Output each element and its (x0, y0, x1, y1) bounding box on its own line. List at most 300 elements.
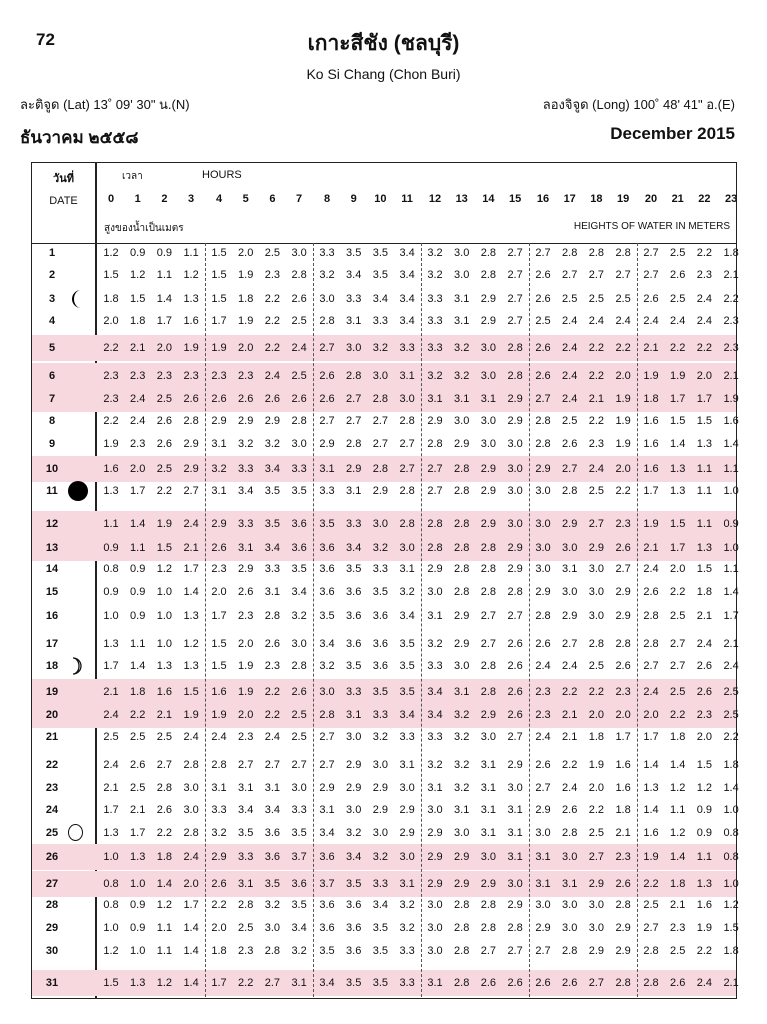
height-cell: 2.8 (238, 899, 254, 911)
height-cell: 2.7 (319, 731, 335, 743)
height-cell: 1.5 (696, 759, 713, 771)
height-cell: 1.1 (156, 945, 173, 957)
height-cell: 2.3 (723, 342, 739, 354)
height-cell: 2.4 (562, 315, 578, 327)
height-cell: 2.7 (480, 945, 497, 957)
height-cell: 2.9 (319, 782, 335, 794)
height-cell: 2.8 (399, 518, 415, 530)
height-cell: 2.5 (562, 293, 578, 305)
height-cell: 2.9 (480, 485, 497, 497)
height-cell: 3.0 (346, 731, 362, 743)
height-cell: 1.6 (103, 463, 119, 475)
date-cell: 21 (45, 731, 59, 743)
height-cell: 1.2 (156, 977, 173, 989)
height-cell: 2.7 (507, 247, 523, 259)
height-cell: 2.8 (562, 945, 578, 957)
table-row (32, 655, 739, 677)
height-cell: 1.2 (130, 269, 146, 281)
height-cell: 1.9 (211, 342, 227, 354)
height-cell: 2.6 (535, 977, 551, 989)
height-cell: 3.6 (372, 660, 389, 672)
height-cell: 2.4 (291, 342, 307, 354)
height-cell: 3.1 (427, 393, 443, 405)
group-divider (421, 243, 422, 997)
table-row (32, 288, 739, 310)
height-cell: 1.3 (103, 827, 119, 839)
height-cell: 1.0 (723, 542, 739, 554)
height-cell: 2.2 (723, 293, 739, 305)
hour-header-9: 9 (350, 193, 357, 205)
height-cell: 2.9 (588, 878, 605, 890)
height-cell: 3.1 (211, 438, 227, 450)
date-cell: 11 (46, 485, 58, 497)
date-cell: 20 (45, 709, 59, 721)
table-row (32, 940, 739, 962)
height-cell: 3.1 (211, 782, 227, 794)
height-cell: 2.0 (615, 709, 631, 721)
height-cell: 2.8 (183, 415, 199, 427)
height-cell: 3.3 (238, 463, 254, 475)
height-cell: 2.2 (615, 342, 631, 354)
table-row (32, 335, 739, 361)
height-cell: 1.7 (156, 315, 173, 327)
height-cell: 2.4 (103, 759, 119, 771)
hour-header-8: 8 (323, 193, 331, 205)
height-cell: 1.7 (211, 977, 227, 989)
height-cell: 3.0 (454, 269, 470, 281)
height-cell: 2.6 (156, 415, 173, 427)
height-cell: 3.5 (372, 269, 389, 281)
height-cell: 3.5 (372, 945, 389, 957)
hour-header-17: 17 (563, 193, 576, 205)
height-cell: 2.5 (588, 485, 605, 497)
height-cell: 3.3 (264, 563, 281, 575)
date-cell: 17 (45, 638, 59, 650)
height-cell: 1.8 (238, 293, 254, 305)
height-cell: 1.7 (130, 485, 146, 497)
height-cell: 2.8 (264, 945, 281, 957)
height-cell: 1.4 (670, 759, 686, 771)
height-cell: 2.4 (588, 315, 605, 327)
height-cell: 1.5 (211, 293, 227, 305)
height-cell: 3.0 (454, 827, 470, 839)
height-cell: 2.7 (562, 463, 578, 475)
height-cell: 3.3 (211, 804, 227, 816)
height-cell: 2.5 (670, 945, 686, 957)
height-cell: 2.6 (238, 393, 254, 405)
height-cell: 2.6 (670, 269, 686, 281)
height-cell: 1.0 (723, 878, 739, 890)
height-cell: 1.8 (130, 315, 146, 327)
height-cell: 2.7 (507, 293, 523, 305)
height-cell: 2.4 (670, 315, 686, 327)
height-cell: 3.6 (346, 586, 362, 598)
height-cell: 2.6 (535, 759, 551, 771)
height-cell: 3.3 (319, 485, 335, 497)
height-cell: 2.6 (643, 293, 659, 305)
height-cell: 1.2 (103, 945, 119, 957)
height-cell: 3.0 (427, 586, 443, 598)
height-cell: 2.5 (264, 247, 281, 259)
height-cell: 1.9 (588, 759, 605, 771)
height-cell: 3.4 (427, 709, 443, 721)
height-cell: 2.9 (238, 563, 254, 575)
height-cell: 3.5 (346, 878, 362, 890)
height-cell: 3.2 (427, 269, 443, 281)
height-cell: 3.5 (399, 638, 415, 650)
height-cell: 3.0 (507, 438, 523, 450)
height-cell: 3.6 (346, 899, 362, 911)
height-cell: 3.2 (454, 759, 470, 771)
height-cell: 3.0 (480, 370, 497, 382)
date-cell: 26 (45, 851, 59, 863)
height-cell: 0.9 (723, 518, 739, 530)
height-cell: 2.9 (535, 586, 551, 598)
height-cell: 2.1 (615, 827, 631, 839)
height-cell: 2.0 (670, 563, 686, 575)
height-cell: 2.1 (723, 638, 739, 650)
height-cell: 1.8 (615, 804, 631, 816)
height-cell: 2.6 (535, 269, 551, 281)
height-cell: 2.2 (211, 899, 227, 911)
height-cell: 2.5 (670, 247, 686, 259)
height-cell: 3.2 (427, 370, 443, 382)
height-cell: 2.7 (480, 638, 497, 650)
height-cell: 1.3 (670, 463, 686, 475)
height-cell: 0.9 (130, 610, 146, 622)
height-cell: 2.4 (535, 731, 551, 743)
height-cell: 2.8 (480, 563, 497, 575)
height-cell: 2.7 (643, 269, 659, 281)
hour-header-13: 13 (455, 193, 468, 205)
date-cell: 2 (48, 269, 56, 281)
height-cell: 2.7 (588, 269, 605, 281)
height-cell: 2.6 (480, 977, 497, 989)
height-cell: 1.9 (643, 518, 659, 530)
height-cell: 2.8 (615, 638, 631, 650)
height-cell: 0.8 (723, 827, 739, 839)
height-cell: 2.4 (562, 660, 578, 672)
hour-header-11: 11 (401, 193, 413, 205)
height-cell: 3.0 (264, 922, 281, 934)
height-cell: 1.8 (723, 759, 739, 771)
height-cell: 3.3 (346, 686, 362, 698)
height-cell: 2.9 (454, 851, 470, 863)
height-cell: 1.9 (723, 393, 739, 405)
height-cell: 1.4 (183, 977, 199, 989)
height-cell: 1.9 (615, 415, 631, 427)
height-cell: 1.0 (103, 610, 119, 622)
height-cell: 3.5 (319, 610, 335, 622)
height-cell: 3.7 (291, 851, 307, 863)
height-cell: 3.4 (399, 269, 415, 281)
height-cell: 2.5 (103, 731, 119, 743)
height-cell: 2.8 (643, 977, 659, 989)
height-cell: 3.2 (399, 586, 415, 598)
height-cell: 1.4 (156, 878, 173, 890)
height-cell: 1.5 (103, 269, 119, 281)
height-cell: 1.6 (643, 415, 659, 427)
height-cell: 3.3 (372, 315, 389, 327)
table-row (32, 894, 739, 916)
height-cell: 2.6 (615, 878, 631, 890)
height-cell: 1.2 (156, 563, 173, 575)
table-row (32, 433, 739, 455)
height-cell: 3.2 (427, 638, 443, 650)
height-cell: 2.4 (696, 638, 713, 650)
table-row (32, 264, 739, 286)
height-cell: 2.8 (399, 415, 415, 427)
height-cell: 1.3 (156, 660, 173, 672)
height-cell: 3.6 (264, 827, 281, 839)
height-cell: 1.5 (211, 638, 227, 650)
height-cell: 2.7 (427, 463, 443, 475)
table-row (32, 242, 739, 264)
height-cell: 2.6 (130, 759, 146, 771)
height-cell: 2.9 (588, 542, 605, 554)
height-cell: 3.6 (264, 851, 281, 863)
height-cell: 3.2 (427, 247, 443, 259)
height-cell: 3.4 (291, 586, 307, 598)
height-cell: 3.6 (291, 878, 307, 890)
date-cell: 6 (48, 370, 56, 382)
height-cell: 1.8 (643, 393, 659, 405)
date-cell: 23 (45, 782, 59, 794)
height-cell: 3.6 (319, 586, 335, 598)
height-cell: 2.5 (723, 686, 739, 698)
height-cell: 2.4 (643, 686, 659, 698)
height-cell: 2.9 (427, 827, 443, 839)
height-cell: 1.4 (130, 518, 146, 530)
height-cell: 3.0 (507, 782, 523, 794)
height-cell: 3.1 (454, 393, 470, 405)
height-cell: 2.7 (291, 759, 307, 771)
height-cell: 2.8 (588, 638, 605, 650)
height-cell: 1.9 (615, 393, 631, 405)
height-cell: 2.1 (130, 804, 146, 816)
full-moon-icon (68, 481, 88, 501)
height-cell: 2.0 (156, 342, 173, 354)
height-cell: 3.0 (183, 804, 199, 816)
height-cell: 3.0 (372, 518, 389, 530)
height-cell: 1.2 (156, 899, 173, 911)
height-cell: 3.1 (480, 782, 497, 794)
height-cell: 2.7 (480, 610, 497, 622)
height-cell: 2.2 (696, 247, 713, 259)
height-cell: 2.5 (670, 686, 686, 698)
height-cell: 2.3 (130, 438, 146, 450)
height-cell: 3.0 (588, 922, 605, 934)
date-cell: 8 (48, 415, 56, 427)
height-cell: 2.3 (130, 370, 146, 382)
height-cell: 3.0 (562, 899, 578, 911)
date-cell: 14 (45, 563, 59, 575)
height-cell: 2.9 (562, 518, 578, 530)
height-cell: 3.0 (507, 518, 523, 530)
height-cell: 2.9 (480, 878, 497, 890)
height-cell: 3.5 (372, 922, 389, 934)
height-cell: 2.9 (615, 922, 631, 934)
height-cell: 3.2 (319, 660, 335, 672)
height-cell: 1.6 (615, 759, 631, 771)
height-cell: 1.8 (670, 878, 686, 890)
height-cell: 3.5 (399, 660, 415, 672)
height-cell: 3.4 (427, 686, 443, 698)
height-cell: 2.6 (183, 393, 199, 405)
date-cell: 28 (45, 899, 59, 911)
height-cell: 3.0 (346, 342, 362, 354)
height-cell: 2.8 (454, 922, 470, 934)
height-cell: 2.9 (535, 804, 551, 816)
height-cell: 2.5 (291, 315, 307, 327)
height-cell: 2.1 (723, 977, 739, 989)
height-cell: 3.1 (238, 542, 254, 554)
height-cell: 2.2 (588, 804, 605, 816)
height-cell: 3.6 (346, 945, 362, 957)
height-cell: 1.4 (130, 660, 146, 672)
height-cell: 2.4 (103, 709, 119, 721)
height-cell: 3.2 (211, 463, 227, 475)
height-cell: 1.5 (211, 660, 227, 672)
height-cell: 0.9 (103, 586, 119, 598)
group-divider (637, 243, 638, 997)
height-cell: 3.1 (346, 315, 362, 327)
height-cell: 3.5 (291, 827, 307, 839)
height-cell: 3.5 (372, 977, 389, 989)
height-cell: 2.2 (238, 977, 254, 989)
height-cell: 3.0 (319, 293, 335, 305)
height-cell: 1.2 (723, 899, 739, 911)
height-cell: 2.8 (643, 638, 659, 650)
height-cell: 2.8 (535, 415, 551, 427)
height-cell: 1.1 (723, 463, 739, 475)
height-cell: 2.3 (183, 370, 199, 382)
height-cell: 3.6 (291, 518, 307, 530)
height-cell: 2.6 (615, 660, 631, 672)
hour-header-16: 16 (536, 193, 550, 205)
height-cell: 2.0 (696, 731, 713, 743)
height-cell: 3.4 (238, 485, 254, 497)
height-cell: 1.1 (156, 922, 173, 934)
height-cell: 3.5 (264, 878, 281, 890)
height-cell: 1.4 (670, 851, 686, 863)
height-cell: 3.2 (319, 269, 335, 281)
height-cell: 3.3 (346, 293, 362, 305)
hour-header-14: 14 (482, 193, 495, 205)
height-cell: 3.5 (372, 247, 389, 259)
height-cell: 2.0 (211, 922, 227, 934)
height-cell: 3.2 (454, 709, 470, 721)
height-cell: 2.6 (615, 542, 631, 554)
height-cell: 1.5 (723, 922, 739, 934)
height-cell: 2.8 (183, 827, 199, 839)
height-cell: 2.8 (507, 370, 523, 382)
height-cell: 3.0 (454, 415, 470, 427)
height-cell: 2.0 (238, 247, 254, 259)
height-cell: 2.7 (507, 315, 523, 327)
height-cell: 3.6 (319, 922, 335, 934)
date-cell: 12 (45, 518, 59, 530)
height-cell: 2.7 (535, 247, 551, 259)
height-cell: 3.3 (291, 804, 307, 816)
height-cell: 2.8 (535, 438, 551, 450)
height-cell: 2.5 (291, 370, 307, 382)
table-row (32, 633, 739, 655)
height-cell: 2.2 (670, 586, 686, 598)
height-cell: 3.5 (346, 977, 362, 989)
height-cell: 3.2 (454, 731, 470, 743)
height-cell: 2.0 (643, 709, 659, 721)
height-cell: 3.3 (427, 342, 443, 354)
height-cell: 2.4 (130, 415, 146, 427)
height-cell: 1.9 (615, 438, 631, 450)
date-cell: 13 (45, 542, 59, 554)
height-cell: 3.5 (264, 518, 281, 530)
height-cell: 2.3 (723, 315, 739, 327)
height-cell: 2.2 (264, 709, 281, 721)
height-cell: 2.9 (615, 610, 631, 622)
height-cell: 2.4 (696, 315, 713, 327)
height-cell: 2.4 (183, 518, 199, 530)
height-cell: 2.8 (615, 899, 631, 911)
height-cell: 3.1 (319, 463, 335, 475)
height-cell: 2.0 (103, 315, 119, 327)
height-cell: 2.9 (507, 563, 523, 575)
height-cell: 2.9 (346, 463, 362, 475)
height-cell: 3.0 (427, 899, 443, 911)
height-cell: 2.9 (454, 638, 470, 650)
height-cell: 3.4 (264, 804, 281, 816)
height-cell: 2.8 (427, 438, 443, 450)
height-cell: 2.8 (319, 709, 335, 721)
height-cell: 2.2 (264, 342, 281, 354)
height-cell: 2.6 (535, 638, 551, 650)
height-cell: 2.5 (156, 463, 173, 475)
height-cell: 1.7 (211, 315, 227, 327)
height-cell: 1.3 (130, 977, 146, 989)
height-cell: 2.2 (723, 731, 739, 743)
height-cell: 2.6 (319, 393, 335, 405)
height-cell: 3.4 (399, 247, 415, 259)
date-cell: 22 (45, 759, 59, 771)
height-cell: 2.6 (264, 393, 281, 405)
height-cell: 1.1 (723, 563, 739, 575)
height-cell: 1.8 (211, 945, 227, 957)
height-cell: 2.3 (264, 660, 281, 672)
height-cell: 2.7 (615, 563, 631, 575)
table-row (32, 799, 739, 821)
height-cell: 3.2 (399, 899, 415, 911)
height-cell: 2.7 (264, 759, 281, 771)
date-cell: 9 (48, 438, 56, 450)
height-cell: 3.2 (372, 851, 389, 863)
height-cell: 2.3 (156, 370, 173, 382)
height-cell: 2.7 (507, 610, 523, 622)
height-cell: 2.9 (399, 827, 415, 839)
height-cell: 2.9 (211, 851, 227, 863)
height-cell: 2.1 (156, 709, 173, 721)
height-cell: 2.8 (291, 660, 307, 672)
height-cell: 2.6 (507, 638, 523, 650)
height-cell: 0.9 (156, 247, 173, 259)
height-cell: 2.2 (643, 878, 659, 890)
height-cell: 2.5 (588, 660, 605, 672)
height-cell: 1.2 (183, 638, 199, 650)
height-cell: 1.6 (643, 827, 659, 839)
height-cell: 3.1 (454, 686, 470, 698)
height-cell: 1.4 (723, 586, 739, 598)
height-cell: 1.7 (723, 610, 739, 622)
